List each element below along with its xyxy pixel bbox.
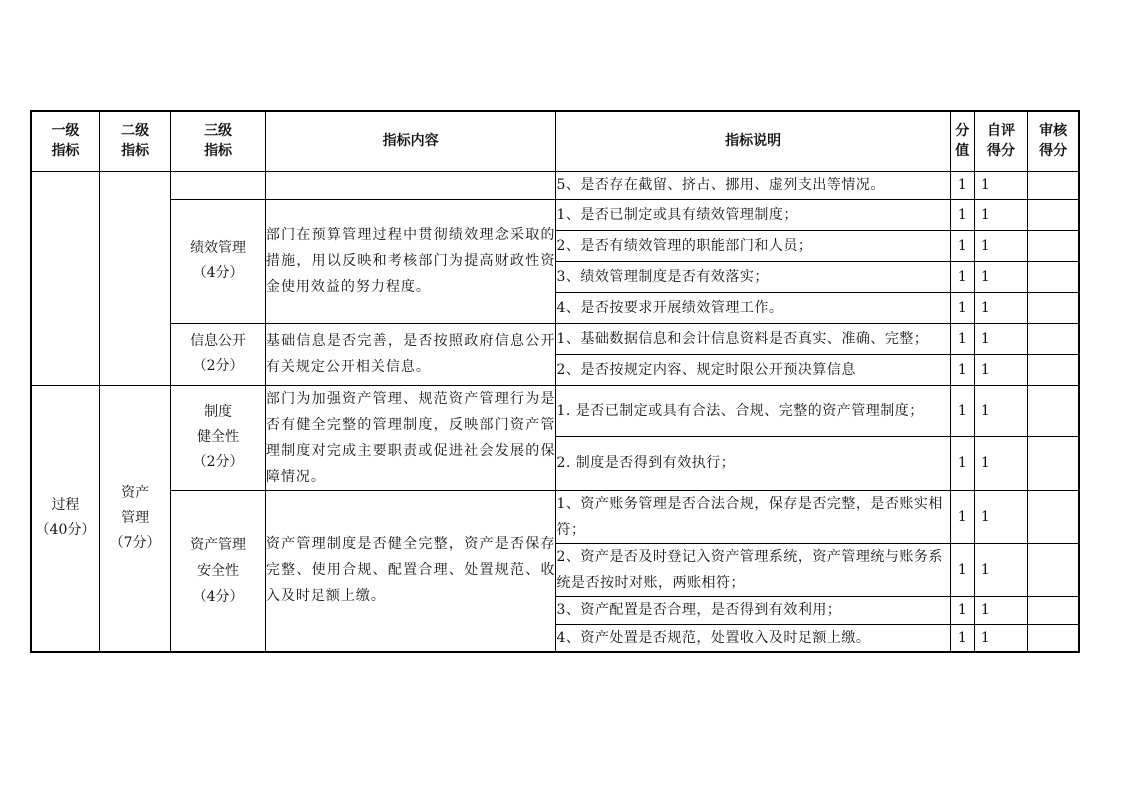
table-row xyxy=(31,490,1079,543)
desc-cell: 4、资产处置是否规范，处置收入及时足额上缴。 xyxy=(556,624,950,652)
score-cell: 1 xyxy=(950,596,974,624)
self-score-cell: 1 xyxy=(974,199,1027,230)
self-score-cell: 1 xyxy=(974,543,1027,596)
self-score-cell: 1 xyxy=(974,261,1027,292)
desc-cell: 5、是否存在截留、挤占、挪用、虚列支出等情况。 xyxy=(556,171,950,199)
audit-score-cell xyxy=(1028,624,1079,652)
header-level3: 三级 指标 xyxy=(171,111,266,171)
table-row xyxy=(31,385,1079,436)
level1-process: 过程 （40分） xyxy=(31,385,99,652)
score-cell: 1 xyxy=(950,171,974,199)
header-desc: 指标说明 xyxy=(556,111,950,171)
score-cell: 1 xyxy=(950,543,974,596)
desc-cell: 1. 是否已制定或具有合法、合规、完整的资产管理制度； xyxy=(556,385,950,436)
score-cell: 1 xyxy=(950,490,974,543)
content-info: 基础信息是否完善，是否按照政府信息公开有关规定公开相关信息。 xyxy=(265,323,556,385)
self-score-cell: 1 xyxy=(974,385,1027,436)
score-cell: 1 xyxy=(950,261,974,292)
self-score-cell: 1 xyxy=(974,490,1027,543)
content-system: 部门为加强资产管理、规范资产管理行为是否有健全完整的管理制度，反映部门资产管理制度对完成主要职责或促进社会发展的保障情况。 xyxy=(265,385,556,490)
table-row xyxy=(31,199,1079,230)
header-level1: 一级 指标 xyxy=(31,111,99,171)
desc-cell: 2. 制度是否得到有效执行； xyxy=(556,436,950,490)
level3-safety: 资产管理 安全性 （4分） xyxy=(171,490,266,652)
audit-score-cell xyxy=(1028,543,1079,596)
header-level2: 二级 指标 xyxy=(99,111,170,171)
table-header-row xyxy=(31,111,1079,171)
audit-score-cell xyxy=(1028,171,1079,199)
level3-info: 信息公开 （2分） xyxy=(171,323,266,385)
self-score-cell: 1 xyxy=(974,596,1027,624)
audit-score-cell xyxy=(1028,490,1079,543)
self-score-cell: 1 xyxy=(974,624,1027,652)
self-score-cell: 1 xyxy=(974,230,1027,261)
score-cell: 1 xyxy=(950,436,974,490)
desc-cell: 3、资产配置是否合理，是否得到有效利用； xyxy=(556,596,950,624)
content-perf: 部门在预算管理过程中贯彻绩效理念采取的措施，用以反映和考核部门为提高财政性资金使用效益的努力程度。 xyxy=(265,199,556,323)
content-cell-empty xyxy=(265,171,556,199)
level3-perf: 绩效管理 （4分） xyxy=(171,199,266,323)
content-safety: 资产管理制度是否健全完整，资产是否保存完整、使用合规、配置合理、处置规范、收入及时足额上缴。 xyxy=(265,490,556,652)
self-score-cell: 1 xyxy=(974,171,1027,199)
desc-cell: 2、是否有绩效管理的职能部门和人员； xyxy=(556,230,950,261)
desc-cell: 1、资产账务管理是否合法合规，保存是否完整，是否账实相符； xyxy=(556,490,950,543)
audit-score-cell xyxy=(1028,230,1079,261)
self-score-cell: 1 xyxy=(974,323,1027,354)
audit-score-cell xyxy=(1028,292,1079,323)
audit-score-cell xyxy=(1028,323,1079,354)
desc-cell: 2、资产是否及时登记入资产管理系统，资产管理统与账务系统是否按时对账，两账相符； xyxy=(556,543,950,596)
audit-score-cell xyxy=(1028,596,1079,624)
header-self-score: 自评 得分 xyxy=(974,111,1027,171)
level2-asset: 资产 管理 （7分） xyxy=(99,385,170,652)
level3-cell-empty xyxy=(171,171,266,199)
table-row xyxy=(31,171,1079,199)
level1-cell-empty xyxy=(31,171,99,385)
header-content: 指标内容 xyxy=(265,111,556,171)
audit-score-cell xyxy=(1028,385,1079,436)
table-row xyxy=(31,323,1079,354)
level2-cell-empty xyxy=(99,171,170,385)
score-cell: 1 xyxy=(950,624,974,652)
desc-cell: 1、基础数据信息和会计信息资料是否真实、准确、完整； xyxy=(556,323,950,354)
score-cell: 1 xyxy=(950,199,974,230)
header-audit-score: 审核 得分 xyxy=(1028,111,1079,171)
desc-cell: 1、是否已制定或具有绩效管理制度； xyxy=(556,199,950,230)
self-score-cell: 1 xyxy=(974,292,1027,323)
audit-score-cell xyxy=(1028,354,1079,385)
score-cell: 1 xyxy=(950,230,974,261)
desc-cell: 3、绩效管理制度是否有效落实； xyxy=(556,261,950,292)
desc-cell: 4、是否按要求开展绩效管理工作。 xyxy=(556,292,950,323)
audit-score-cell xyxy=(1028,199,1079,230)
evaluation-table xyxy=(30,110,1080,653)
score-cell: 1 xyxy=(950,385,974,436)
self-score-cell: 1 xyxy=(974,354,1027,385)
score-cell: 1 xyxy=(950,354,974,385)
score-cell: 1 xyxy=(950,323,974,354)
level3-system: 制度 健全性 （2分） xyxy=(171,385,266,490)
audit-score-cell xyxy=(1028,436,1079,490)
score-cell: 1 xyxy=(950,292,974,323)
self-score-cell: 1 xyxy=(974,436,1027,490)
header-score: 分 值 xyxy=(950,111,974,171)
audit-score-cell xyxy=(1028,261,1079,292)
desc-cell: 2、是否按规定内容、规定时限公开预决算信息 xyxy=(556,354,950,385)
